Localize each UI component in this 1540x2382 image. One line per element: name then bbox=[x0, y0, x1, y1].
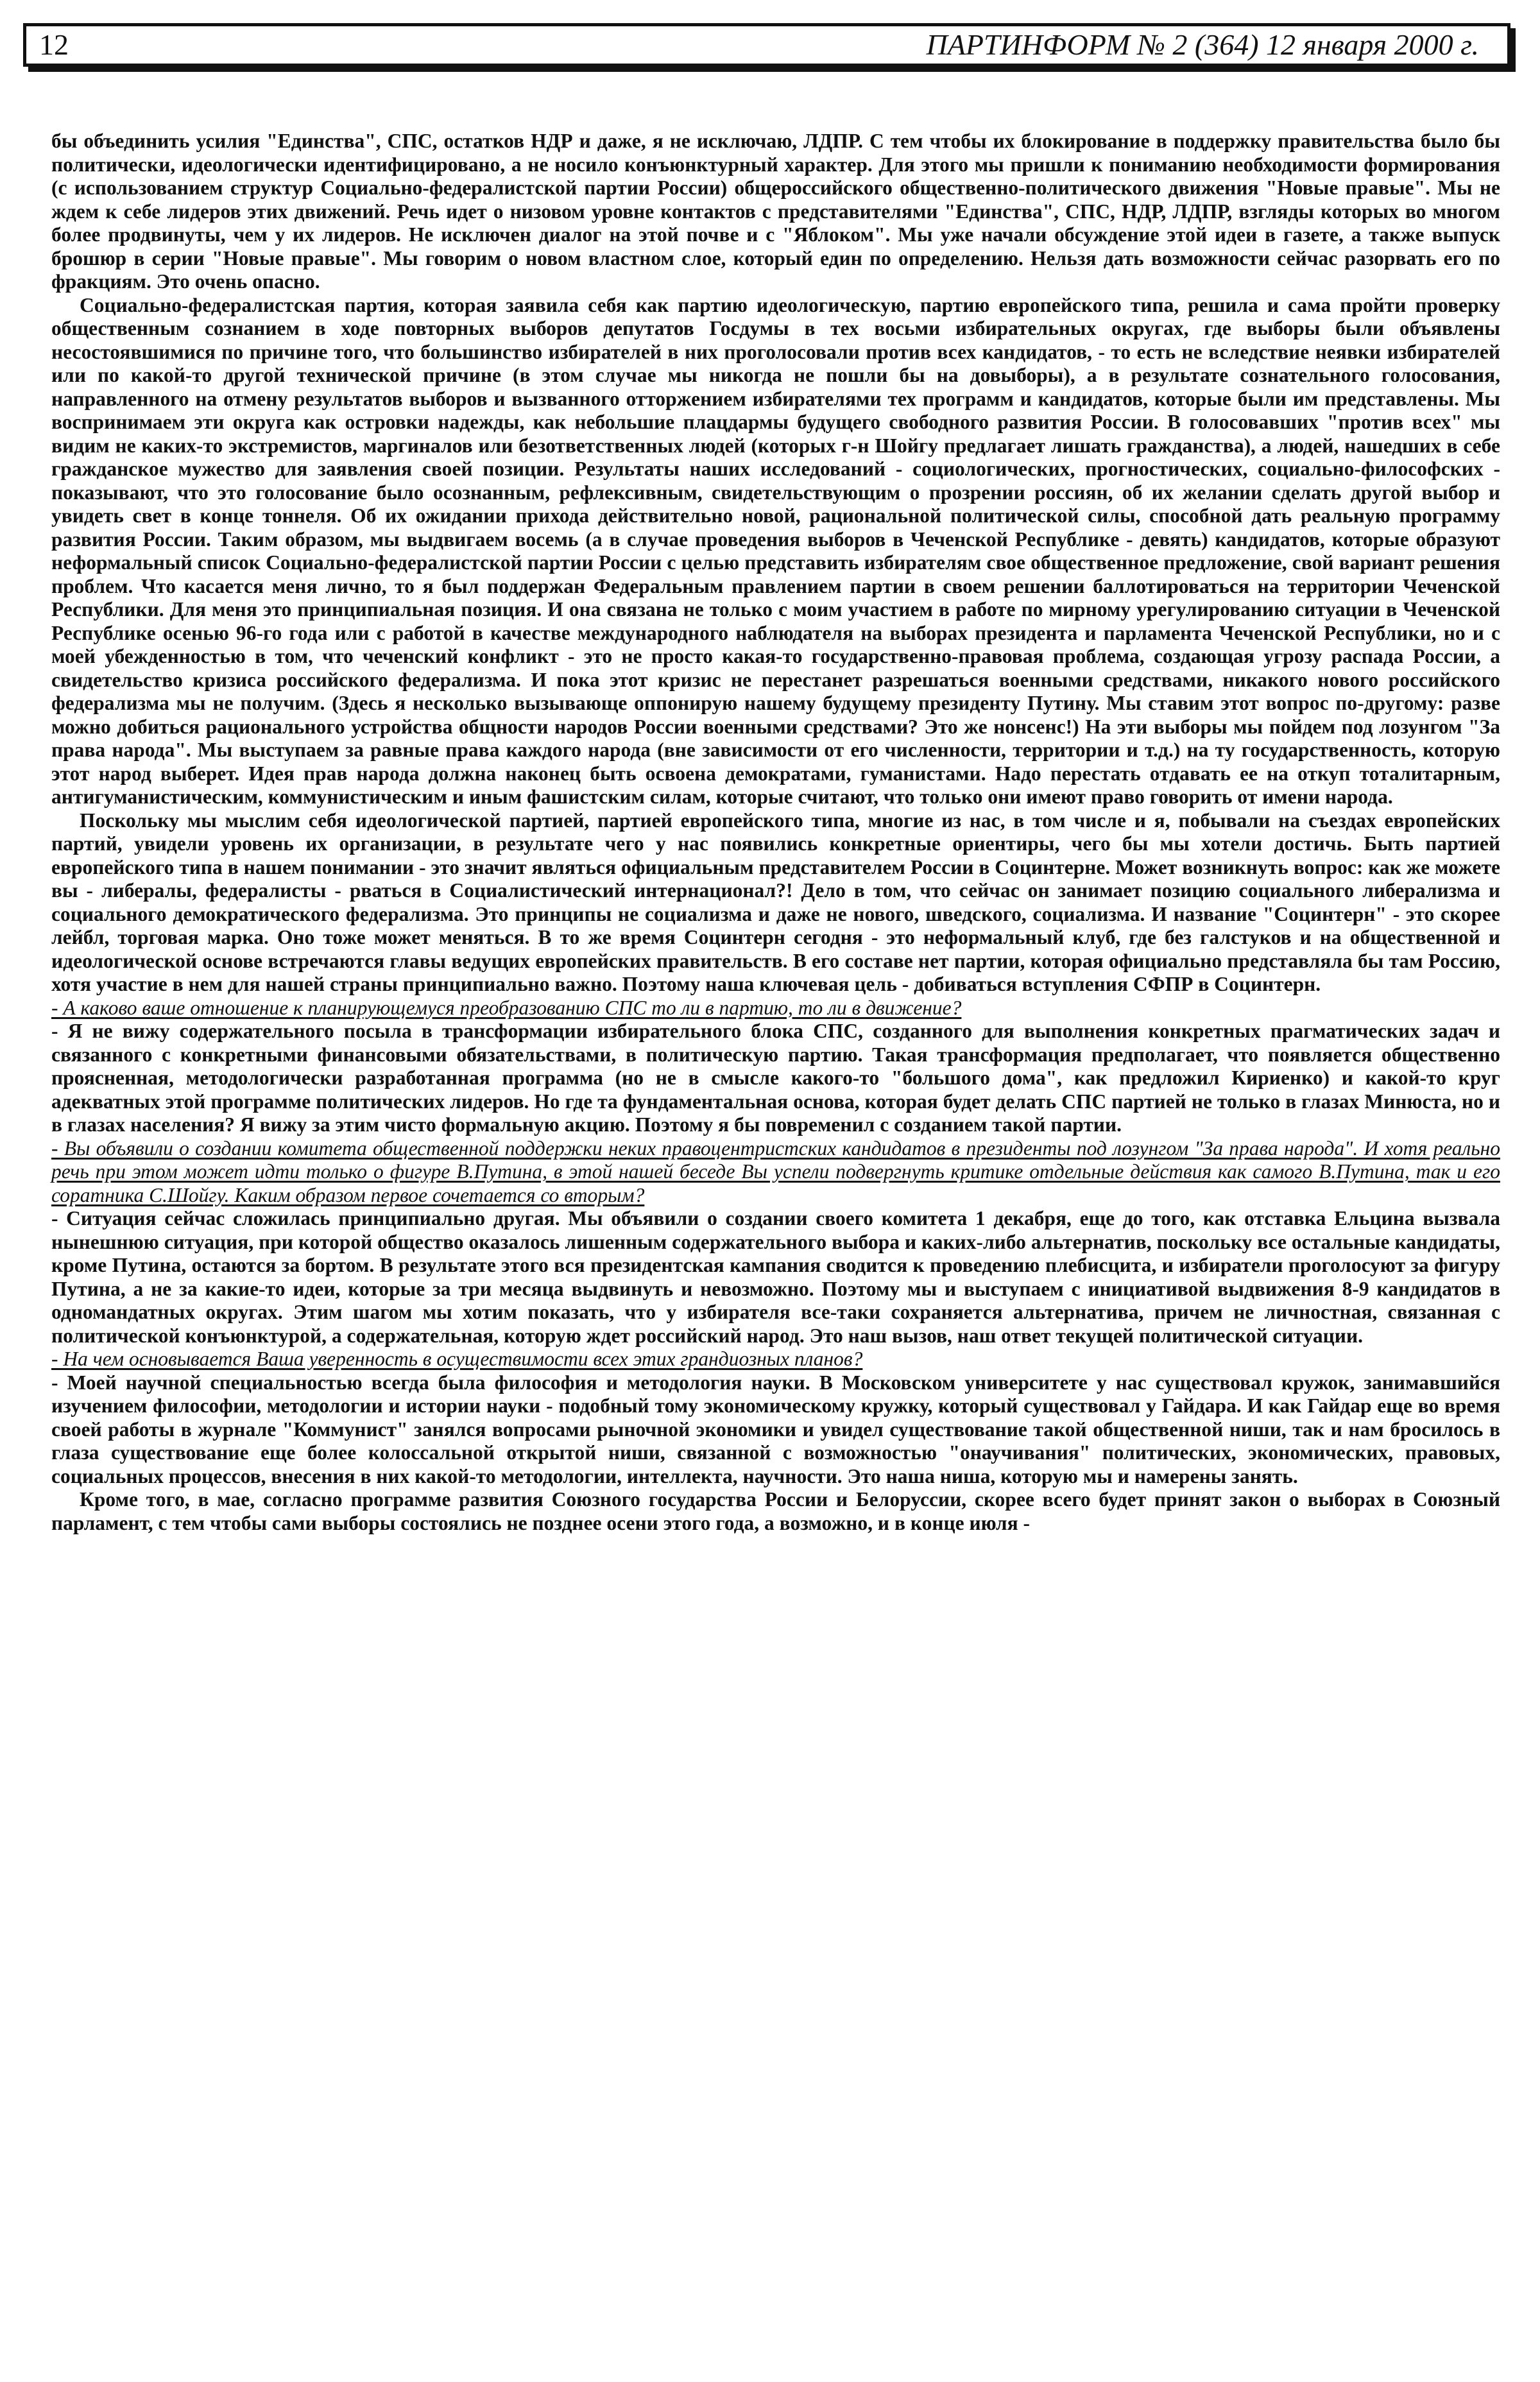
page-number: 12 bbox=[39, 28, 69, 61]
article-body bbox=[51, 130, 1500, 1535]
page-header bbox=[23, 23, 1510, 67]
interview-question: - А каково ваше отношение к планирующемуся преобразованию СПС то ли в партию, то ли в движение? bbox=[51, 996, 962, 1019]
interview-answer: - Я не вижу содержательного посыла в трансформации избирательного блока СПС, созданного для выполнения конкретных прагматических задач и связанного с конкретными финансовыми обязательствами, в политическую партию. Такая трансформация предполагает, что появляется общественно проясненная, методологически разработанная программа (но не в смысле какого-то "большого дома", как предложил Кириенко) и какой-то круг адекватных этой программе политических лидеров. Но где та фундаментальная основа, которая будет делать СПС партией не только в глазах Минюста, но и в глазах населения? Я вижу за этим чисто формальную акцию. Поэтому я бы повременил с созданием такой партии. bbox=[51, 1020, 1500, 1136]
interview-question: - На чем основывается Ваша уверенность в осуществимости всех этих грандиозных планов? bbox=[51, 1348, 863, 1370]
publication-issue: ПАРТИНФОРМ № 2 (364) 12 января 2000 г. bbox=[926, 28, 1479, 61]
interview-answer: - Ситуация сейчас сложилась принципиально другая. Мы объявили о создании своего комитета 1 декабря, еще до того, как отставка Ельцина вызвала нынешнюю ситуация, при которой общество оказалось лишенным содержательного выбора и каких-либо альтернатив, поскольку все остальные кандидаты, кроме Путина, остаются за бортом. В результате этого вся президентская кампания сводится к проведению плебисцита, и избиратели проголосуют за фигуру Путина, а не за какие-то идеи, которые за три месяца выдвинуть и невозможно. Поэтому мы и выступаем с инициативой выдвижения 8-9 кандидатов в одномандатных округах. Этим шагом мы хотим показать, что у избирателя все-таки сохраняется альтернатива, причем не личностная, связанная с политической конъюнктурой, а содержательная, которую ждет российский народ. Это наш вызов, наш ответ текущей политической ситуации. bbox=[51, 1207, 1500, 1347]
paragraph: Социально-федералистская партия, которая заявила себя как партию идеологическую, партию европейского типа, решила и сама пройти проверку общественным сознанием в ходе повторных выборов депутатов Госдумы в тех восьми избирательных округах, где выборы были объявлены несостоявшимися по причине того, что большинство избирателей в них проголосовали против всех кандидатов, - то есть не вследствие неявки избирателей или по какой-то другой технической причине (в этом случае мы никогда не пошли бы на довыборы), а в результате сознательного голосования, направленного на отмену результатов выборов и вызванного отторжением избирателями тех программ и кандидатов, которые были им представлены. Мы воспринимаем эти округа как островки надежды, как небольшие плацдармы будущего свободного развития России. В голосовавших "против всех" мы видим не каких-то экстремистов, маргиналов или безответственных людей (которых г-н Шойгу предлагает лишать гражданства), а людей, нашедших в себе гражданское мужество для заявления своей позиции. Результаты наших исследований - социологических, прогностических, социально-философских - показывают, что это голосование было осознанным, рефлексивным, свидетельствующим о прозрении россиян, об их желании сделать другой выбор и увидеть свет в конце тоннеля. Об их ожидании прихода действительно новой, рациональной политической силы, способной дать реальную программу развития России. Таким образом, мы выдвигаем восемь (а в случае проведения выборов в Чеченской Республике - девять) кандидатов, которые образуют неформальный список Социально-федералистской партии России с целью представить избирателям свое общественное предложение, свой вариант решения проблем. Что касается меня лично, то я был поддержан Федеральным правлением партии в своем решении баллотироваться на территории Чеченской Республики. Для меня это принципиальная позиция. И она связана не только с моим участием в работе по мирному урегулированию ситуации в Чеченской Республике осенью 96-го года или с работой в качестве международного наблюдателя на выборах президента и парламента Чеченской Республики, но и с моей убежденностью в том, что чеченский конфликт - это не просто какая-то государственно-правовая проблема, создающая угрозу распада России, а свидетельство кризиса российского федерализма. И пока этот кризис не перестанет разрешаться военными средствами, никакого нового российского федерализма мы не получим. (Здесь я несколько вызывающе оппонирую нашему будущему президенту Путину. Мы ставим этот вопрос по-другому: разве можно добиться рационального устройства общности народов России военными средствами? Это же нонсенс!) На эти выборы мы пойдем под лозунгом "За права народа". Мы выступаем за равные права каждого народа (вне зависимости от его численности, территории и т.д.) на ту государственность, которую этот народ выберет. Идея прав народа должна наконец быть освоена демократами, гуманистами. Надо перестать отдавать ее на откуп тоталитарным, антигуманистическим, коммунистическим и иным фашистским силам, которые считают, что только они имеют право говорить от имени народа. bbox=[51, 293, 1500, 808]
interview-answer: - Моей научной специальностью всегда была философия и методология науки. В Московском университете у нас существовал кружок, занимавшийся изучением философии, методологии и истории науки - подобный тому экономическому кружку, который существовал у Гайдара. И как Гайдар еще во время своей работы в журнале "Коммунист" занялся вопросами рыночной экономики и увидел существование такой общественной ниши, так и нам бросилось в глаза существование еще более колоссальной открытой ниши, связанной с возможностью "онаучивания" политических, экономических, правовых, социальных процессов, внесения в них какой-то методологии, интеллекта, научности. Это наша ниша, которую мы и намерены занять. bbox=[51, 1371, 1500, 1487]
paragraph: бы объединить усилия "Единства", СПС, остатков НДР и даже, я не исключаю, ЛДПР. С тем чтобы их блокирование в поддержку правительства было бы политически, идеологически идентифицировано, а не носило конъюнктурный характер. Для этого мы пришли к пониманию необходимости формирования (с использованием структур Социально-федералистской партии России) общероссийского общественно-политического движения "Новые правые". Мы не ждем к себе лидеров этих движений. Речь идет о низовом уровне контактов с представителями "Единства", СПС, НДР, ЛДПР, взгляды которых во многом более продвинуты, чем у их лидеров. Не исключен диалог на этой почве и с "Яблоком". Мы уже начали обсуждение этой идеи в газете, а также выпуск брошюр в серии "Новые правые". Мы говорим о новом властном слое, который един по определению. Нельзя дать возможности сейчас разорвать его по фракциям. Это очень опасно. bbox=[51, 130, 1500, 293]
interview-question: - Вы объявили о создании комитета общественной поддержки неких правоцентристских кандидатов в президенты под лозунгом "За права народа". И хотя реально речь при этом может идти только о фигуре В.Путина, в этой нашей беседе Вы успели подвергнуть критике отдельные действия как самого В.Путина, так и его соратника С.Шойгу. Каким образом первое сочетается со вторым? bbox=[51, 1136, 1500, 1206]
paragraph: Кроме того, в мае, согласно программе развития Союзного государства России и Белоруссии, скорее всего будет принят закон о выборах в Союзный парламент, с тем чтобы сами выборы состоялись не позднее осени этого года, а возможно, и в конце июля - bbox=[51, 1488, 1500, 1534]
paragraph: Поскольку мы мыслим себя идеологической партией, партией европейского типа, многие из нас, в том числе и я, побывали на съездах европейских партий, увидели уровень их организации, в результате чего у нас появились конкретные ориентиры, чего бы мы хотели достичь. Быть партией европейского типа в нашем понимании - это значит являться официальным представителем России в Социнтерне. Может возникнуть вопрос: как же можете вы - либералы, федералисты - рваться в Социалистический интернационал?! Дело в том, что сейчас он занимает позицию социального либерализма и социального демократического федерализма. Это принципы не социализма и даже не нового, шведского, социализма. И название "Социнтерн" - это скорее лейбл, торговая марка. Оно тоже может меняться. В то же время Социнтерн сегодня - это неформальный клуб, где без галстуков и на общественной и идеологической основе встречаются главы ведущих европейских правительств. В его составе нет партии, которая официально представляла бы там Россию, хотя участие в нем для нашей страны принципиально важно. Поэтому наша ключевая цель - добиваться вступления СФПР в Социнтерн. bbox=[51, 809, 1500, 995]
